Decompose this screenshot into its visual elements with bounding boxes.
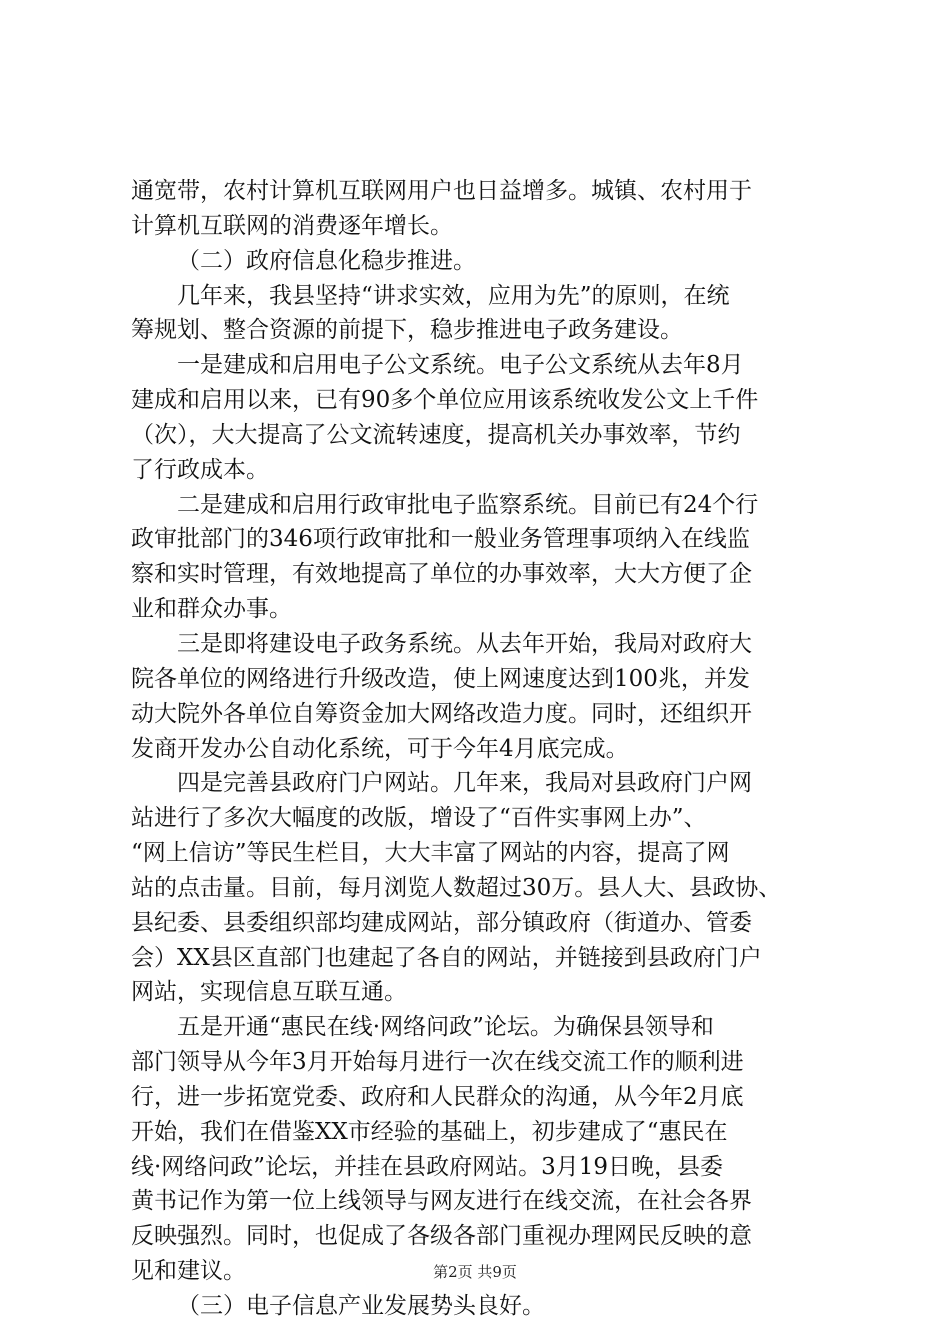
text-line: 黄书记作为第一位上线领导与网友进行在线交流，在社会各界 [131,1188,752,1215]
text-line: 业和群众办事。 [131,596,292,623]
text-line: 网站，实现信息互联互通。 [131,979,407,1006]
text-line: 反映强烈。同时，也促成了各级各部门重视办理网民反映的意 [131,1223,752,1250]
section-heading: （三）电子信息产业发展势头良好。 [177,1293,545,1319]
document-body [131,174,831,1324]
text-line: 计算机互联网的消费逐年增长。 [131,212,453,239]
text-line: 建成和启用以来，已有90多个单位应用该系统收发公文上千件 [131,387,759,414]
text-line: 筹规划、整合资源的前提下，稳步推进电子政务建设。 [131,317,683,344]
text-line: 政审批部门的346项行政审批和一般业务管理事项纳入在线监 [131,526,750,553]
text-line: 二是建成和启用行政审批电子监察系统。目前已有24个行 [177,491,759,518]
text-line: 四是完善县政府门户网站。几年来，我局对县政府门户网 [177,770,752,797]
text-line: “网上信访”等民生栏目，大大丰富了网站的内容，提高了网 [131,840,730,867]
text-line: 县纪委、县委组织部均建成网站，部分镇政府（街道办、管委 [131,909,752,936]
text-line: 开始，我们在借鉴XX市经验的基础上，初步建成了“惠民在 [131,1118,728,1145]
text-line: （次），大大提高了公文流转速度，提高机关办事效率，节约 [131,421,741,448]
text-line: 院各单位的网络进行升级改造，使上网速度达到100兆，并发 [131,665,750,692]
text-line: 站进行了多次大幅度的改版，增设了“百件实事网上办”、 [131,805,707,832]
text-line: 几年来，我县坚持“讲求实效，应用为先”的原则，在统 [177,282,730,309]
text-line: 三是即将建设电子政务系统。从去年开始，我局对政府大 [177,630,752,657]
page-number-footer: 第2页 共9页 [433,1263,517,1281]
text-line: 一是建成和启用电子公文系统。电子公文系统从去年8月 [177,352,744,379]
text-line: 线·网络问政”论坛，并挂在县政府网站。3月19日晚，县委 [131,1153,723,1180]
section-heading: （二）政府信息化稳步推进。 [177,247,476,274]
text-line: 五是开通“惠民在线·网络问政”论坛。为确保县领导和 [177,1014,714,1041]
text-line: 见和建议。 [131,1258,246,1285]
text-line: 发商开发办公自动化系统，可于今年4月底完成。 [131,735,629,762]
text-line: 会）XX县区直部门也建起了各自的网站，并链接到县政府门户 [131,944,762,971]
text-line: 了行政成本。 [131,456,269,483]
text-line: 行，进一步拓宽党委、政府和人民群众的沟通，从今年2月底 [131,1083,744,1110]
text-line: 部门领导从今年3月开始每月进行一次在线交流工作的顺利进 [131,1049,744,1076]
text-line: 站的点击量。目前，每月浏览人数超过30万。县人大、县政协、 [131,874,782,901]
text-line: 动大院外各单位自筹资金加大网络改造力度。同时，还组织开 [131,700,752,727]
text-line: 通宽带，农村计算机互联网用户也日益增多。城镇、农村用于 [131,178,752,204]
text-line: 察和实时管理，有效地提高了单位的办事效率，大大方便了企 [131,561,752,588]
